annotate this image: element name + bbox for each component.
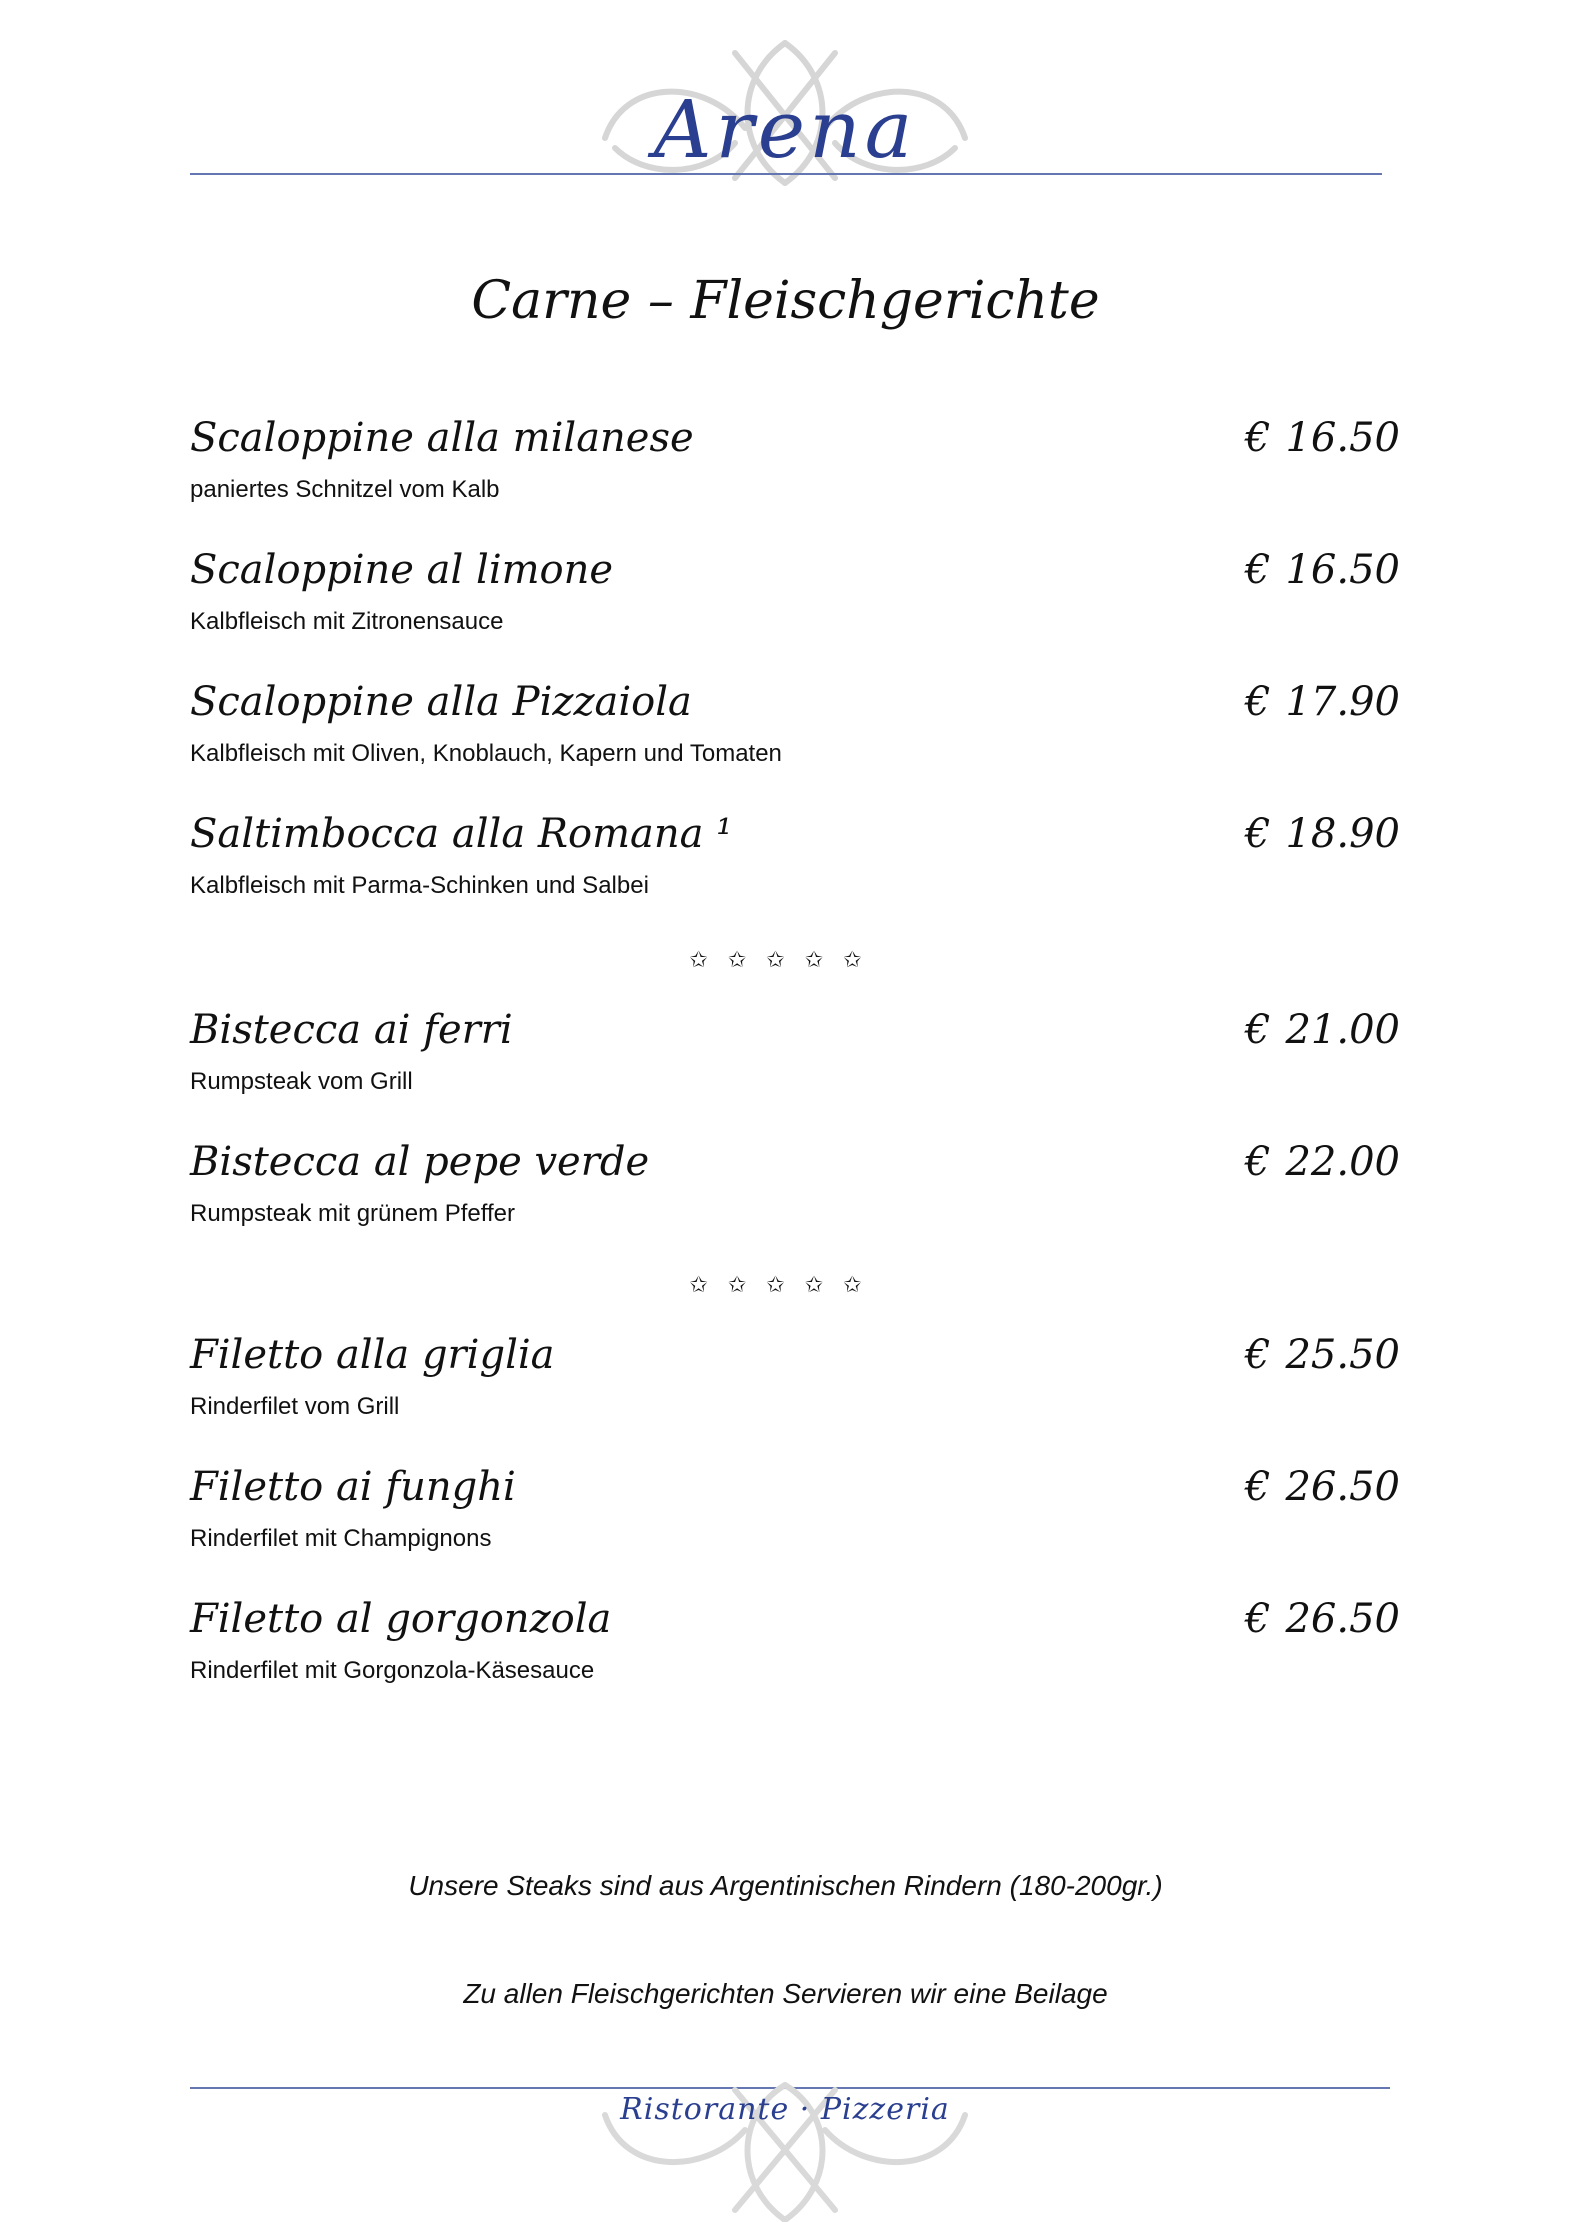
item-currency: € — [1245, 1007, 1271, 1053]
item-name: Scaloppine al limone — [190, 547, 614, 593]
item-price: 21.00 — [1285, 1007, 1400, 1053]
steak-origin-note: Unsere Steaks sind aus Argentinischen Rindern (180-200gr.) — [408, 1870, 1163, 1901]
item-description: Rumpsteak vom Grill — [190, 1068, 413, 1095]
page-title: Carne – Fleischgerichte — [471, 271, 1100, 331]
header-logo — [585, 38, 985, 188]
item-name: Filetto ai funghi — [190, 1464, 516, 1510]
item-currency: € — [1245, 1139, 1271, 1185]
item-name: Filetto al gorgonzola — [190, 1596, 612, 1642]
item-currency: € — [1245, 547, 1271, 593]
item-price: 16.50 — [1285, 547, 1400, 593]
menu-item — [190, 415, 1420, 518]
item-description: paniertes Schnitzel vom Kalb — [190, 476, 500, 503]
item-description: Rinderfilet mit Champignons — [190, 1525, 492, 1552]
item-description: Kalbfleisch mit Parma-Schinken und Salbei — [190, 872, 649, 899]
menu-item — [190, 679, 1420, 782]
footer-text: Ristorante · Pizzeria — [620, 2092, 950, 2127]
item-name: Bistecca ai ferri — [190, 1007, 513, 1053]
item-name: Scaloppine alla Pizzaiola — [190, 679, 692, 725]
item-description: Rinderfilet mit Gorgonzola-Käsesauce — [190, 1657, 595, 1684]
item-price: 26.50 — [1285, 1464, 1400, 1510]
menu-item — [190, 1464, 1420, 1567]
item-currency: € — [1245, 811, 1271, 857]
menu-item — [190, 1596, 1420, 1699]
item-price: 26.50 — [1285, 1596, 1400, 1642]
item-name: Scaloppine alla milanese — [190, 415, 694, 461]
item-description: Rumpsteak mit grünem Pfeffer — [190, 1200, 516, 1227]
item-description: Rinderfilet vom Grill — [190, 1393, 400, 1420]
item-price: 16.50 — [1285, 415, 1400, 461]
menu-item — [190, 547, 1420, 650]
item-currency: € — [1245, 1596, 1271, 1642]
item-name: Bistecca al pepe verde — [190, 1139, 650, 1185]
header-rule — [190, 173, 1382, 175]
item-currency: € — [1245, 415, 1271, 461]
menu-item — [190, 811, 1420, 914]
item-description: Kalbfleisch mit Oliven, Knoblauch, Kapern und Tomaten — [190, 740, 782, 767]
menu-item — [190, 1139, 1420, 1242]
item-currency: € — [1245, 679, 1271, 725]
menu-item — [190, 1332, 1420, 1435]
item-currency: € — [1245, 1464, 1271, 1510]
item-name: Saltimbocca alla Romana ¹ — [190, 811, 733, 857]
item-name: Filetto alla griglia — [190, 1332, 555, 1378]
item-price: 25.50 — [1285, 1332, 1400, 1378]
side-dish-note: Zu allen Fleischgerichten Servieren wir eine Beilage — [463, 1978, 1108, 2009]
item-currency: € — [1245, 1332, 1271, 1378]
item-price: 22.00 — [1285, 1139, 1400, 1185]
footer-logo — [585, 2075, 985, 2222]
item-price: 17.90 — [1285, 679, 1400, 725]
star-separator: ✩✩✩✩✩ — [689, 948, 882, 973]
item-price: 18.90 — [1285, 811, 1400, 857]
star-separator: ✩✩✩✩✩ — [689, 1273, 882, 1298]
menu-item — [190, 1007, 1420, 1110]
item-description: Kalbfleisch mit Zitronensauce — [190, 608, 504, 635]
logo-text: Arena — [653, 83, 917, 176]
